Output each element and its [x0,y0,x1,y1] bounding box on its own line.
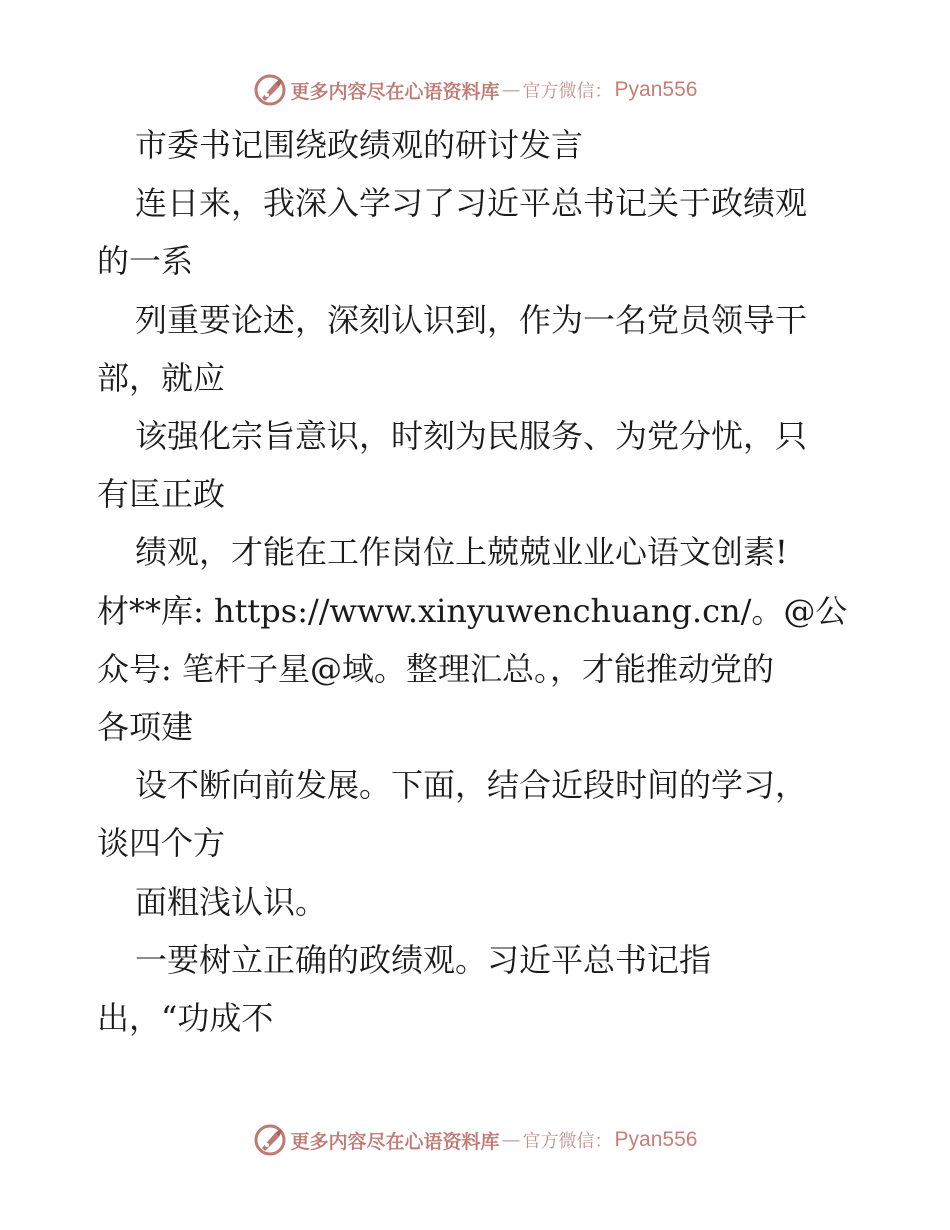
footer-watermark [0,1120,950,1160]
watermark-separator: — [501,79,521,101]
paragraph-line: 材**库: https://www.xinyuwenchuang.cn/。@公 [97,591,848,630]
paragraph-line: 绩观，才能在工作岗位上兢兢业业心语文创素! [135,533,788,572]
watermark-separator: — [501,1129,521,1151]
paragraph-line: 有匡正政 [97,475,226,514]
pen-nib-logo-icon [253,1123,287,1157]
watermark-inner [253,1123,698,1157]
paragraph-line: 设不断向前发展。下面，结合近段时间的学习， [135,766,808,805]
watermark-brand: 更多内容尽在心语资料库 [290,80,500,103]
watermark-label: 官方微信： [522,81,613,102]
paragraph-line: 部，就应 [97,358,226,397]
document-body [97,116,857,1047]
watermark-label: 官方微信： [522,1131,613,1152]
paragraph-line: 各项建 [97,708,194,747]
paragraph-line: 出，“功成不 [97,999,274,1038]
paragraph-line: 众号: 笔杆子星@域。整理汇总。，才能推动党的 [97,649,774,688]
paragraph-line: 一要树立正确的政绩观。习近平总书记指 [135,940,712,979]
paragraph-line: 列重要论述，深刻认识到，作为一名党员领导干 [135,300,808,339]
header-watermark [0,70,950,110]
watermark-wechat-id: Pyan556 [614,78,698,101]
watermark-inner [253,73,698,107]
paragraph-line: 的一系 [97,242,194,281]
pen-nib-logo-icon [253,73,287,107]
watermark-brand: 更多内容尽在心语资料库 [290,1130,500,1153]
document-title: 市委书记围绕政绩观的研讨发言 [135,126,584,164]
paragraph-line: 连日来，我深入学习了习近平总书记关于政绩观 [135,184,808,223]
paragraph-line: 谈四个方 [97,824,226,863]
watermark-wechat-id: Pyan556 [614,1128,698,1151]
paragraph-line: 面粗浅认识。 [135,882,328,921]
paragraph-line: 该强化宗旨意识，时刻为民服务、为党分忧，只 [135,417,808,456]
